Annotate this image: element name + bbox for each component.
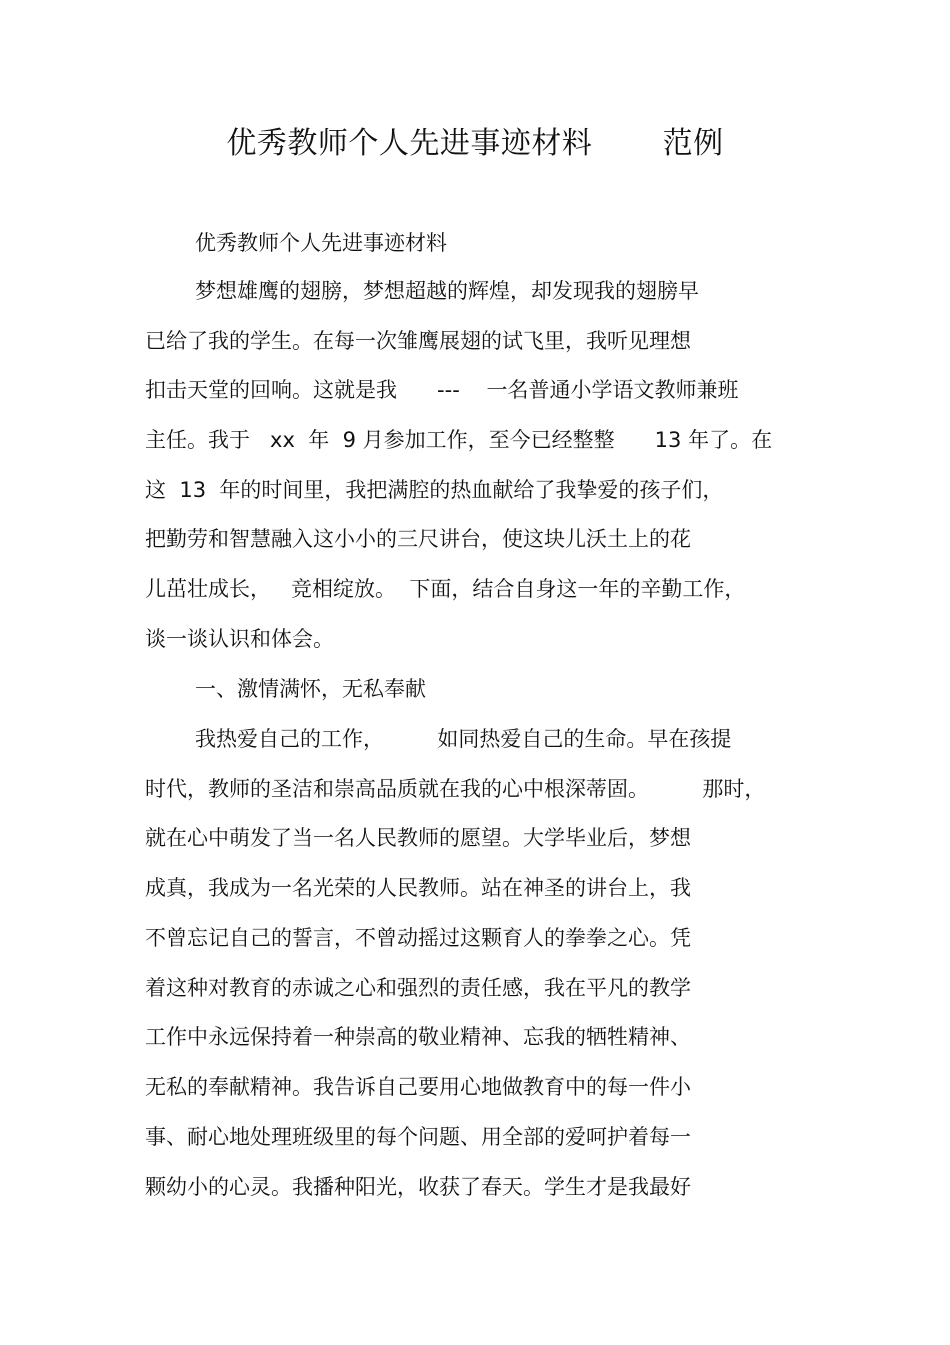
paragraph-line: 成真，我成为一名光荣的人民教师。站在神圣的讲台上，我 xyxy=(145,876,691,900)
paragraph-line: 就在心中萌发了当一名人民教师的愿望。大学毕业后，梦想 xyxy=(145,826,691,850)
subtitle-line: 优秀教师个人先进事迹材料 xyxy=(195,231,447,255)
paragraph-line: 儿茁壮成长， 竞相绽放。 下面，结合自身这一年的辛勤工作， xyxy=(145,577,746,601)
paragraph-line: 把勤劳和智慧融入这小小的三尺讲台，使这块儿沃土上的花 xyxy=(145,527,691,551)
paragraph-line: 不曾忘记自己的誓言，不曾动摇过这颗育人的拳拳之心。凭 xyxy=(145,926,691,950)
paragraph-line: 梦想雄鹰的翅膀，梦想超越的辉煌，却发现我的翅膀早 xyxy=(195,279,699,303)
paragraph-line: 着这种对教育的赤诚之心和强烈的责任感，我在平凡的教学 xyxy=(145,976,691,1000)
paragraph-line: 我热爱自己的工作， 如同热爱自己的生命。早在孩提 xyxy=(195,727,732,751)
paragraph-line: 颗幼小的心灵。我播种阳光，收获了春天。学生才是我最好 xyxy=(145,1175,691,1199)
document-title: 优秀教师个人先进事迹材料 范例 xyxy=(226,126,724,161)
paragraph-line: 无私的奉献精神。我告诉自己要用心地做教育中的每一件小 xyxy=(145,1075,691,1099)
paragraph-line: 已给了我的学生。在每一次雏鹰展翅的试飞里，我听见理想 xyxy=(145,329,691,353)
paragraph-line: 谈一谈认识和体会。 xyxy=(145,627,334,651)
paragraph-line: 扣击天堂的回响。这就是我 --- 一名普通小学语文教师兼班 xyxy=(145,378,739,402)
paragraph-line: 主任。我于 xx 年 9 月参加工作，至今已经整整 13 年了。在 xyxy=(145,428,773,452)
section-heading: 一、激情满怀，无私奉献 xyxy=(195,677,426,701)
paragraph-line: 时代，教师的圣洁和崇高品质就在我的心中根深蒂固。 那时， xyxy=(145,777,766,801)
paragraph-line: 工作中永远保持着一种崇高的敬业精神、忘我的牺牲精神、 xyxy=(145,1025,691,1049)
paragraph-line: 这 13 年的时间里，我把满腔的热血献给了我挚爱的孩子们， xyxy=(145,478,724,502)
paragraph-line: 事、耐心地处理班级里的每个问题、用全部的爱呵护着每一 xyxy=(145,1125,691,1149)
